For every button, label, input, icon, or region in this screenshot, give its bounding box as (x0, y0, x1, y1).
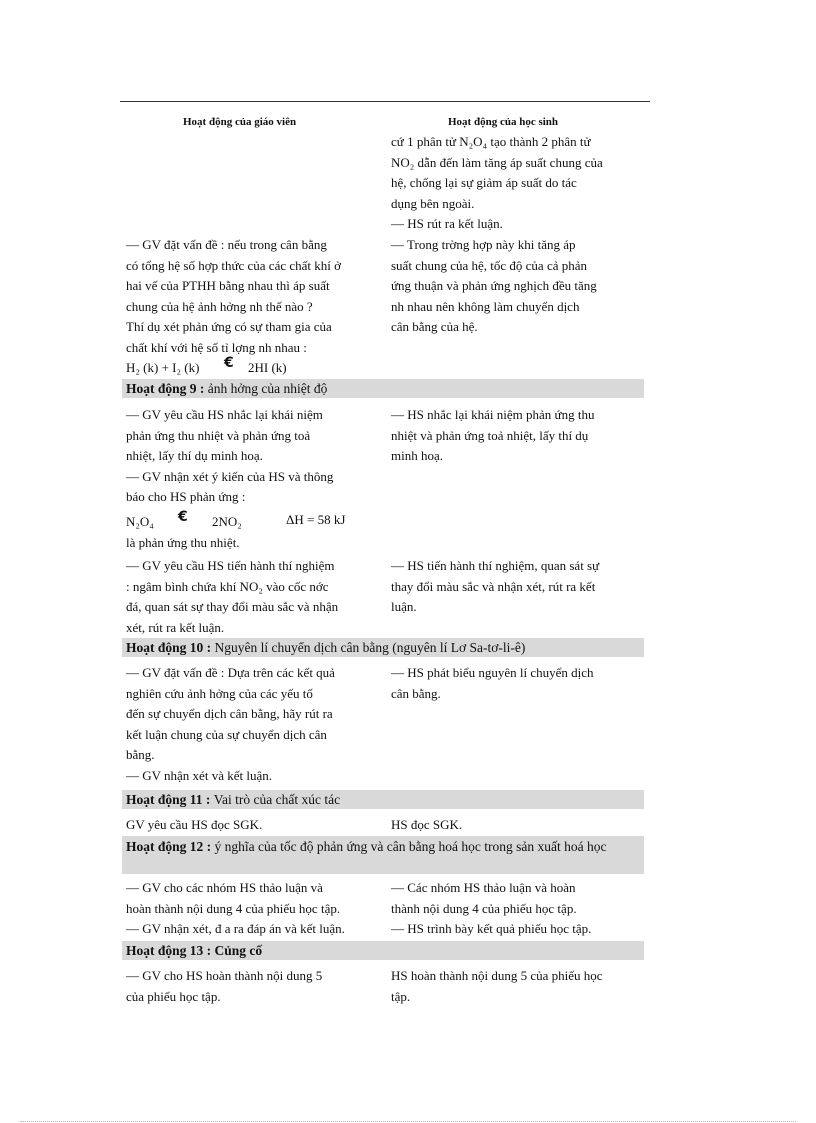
act12-student (391, 878, 651, 940)
act9-teacher-note (126, 533, 386, 554)
act10-student (391, 663, 651, 704)
activity-title: Nguyên lí chuyển dịch cân bằng (nguyên lí Lơ Sa-tơ-li-ê) (214, 640, 526, 655)
text-line: kết luận chung của sự chuyển dịch cân (126, 726, 327, 742)
text-line: luận. (391, 599, 417, 615)
text-line: xét, rút ra kết luận. (126, 619, 225, 635)
act13-student (391, 966, 651, 1007)
text-line: — HS phát biểu nguyên lí chuyển dịch (391, 665, 594, 680)
activity-title: ý nghĩa của tốc độ phản ứng và cân bằng hoá học trong sản xuất hoá học (214, 839, 607, 854)
text-line: chung của hệ ảnh hởng nh thế nào ? (126, 298, 313, 314)
text-line: — GV nhận xét và kết luận. (126, 767, 272, 783)
text-line: Thí dụ xét phản ứng có sự tham gia của (126, 319, 332, 335)
equation-n2o4: N₂O₄ (126, 514, 154, 529)
activity-12-header (122, 836, 644, 874)
text-line: — GV yêu cầu HS tiến hành thí nghiệm (126, 558, 335, 573)
equation-hi-right: 2HI (k) (248, 360, 287, 375)
text-line: — GV đặt vấn đề : Dựa trên các kết quả (126, 665, 335, 680)
text-line: — HS tiến hành thí nghiệm, quan sát sự (391, 558, 600, 573)
equation-h2-i2-left: H₂ (k) + I₂ (k) (126, 360, 200, 375)
text-line: dụng bên ngoài. (391, 195, 475, 211)
act10-teacher (126, 663, 386, 787)
text-line: — GV nhận xét ý kiến của HS và thông (126, 468, 334, 484)
block1-student-top (391, 132, 651, 235)
equilibrium-arrow-icon: € (224, 355, 234, 371)
act9-student-a (391, 405, 651, 467)
text-line: là phản ứng thu nhiệt. (126, 535, 240, 550)
text-line: ứng thuận và phản ứng nghịch đều tăng (391, 278, 597, 294)
act9-teacher-b (126, 556, 386, 638)
act9-student-b (391, 556, 651, 618)
activity-label: Hoạt động 9 : (126, 381, 205, 396)
text-line: cứ 1 phân tử N₂O₄ tạo thành 2 phân tử (391, 134, 591, 149)
text-line: nghiên cứu ảnh hởng của các yếu tố (126, 685, 313, 701)
text-line: minh hoạ. (391, 448, 443, 464)
text-line: nh nhau nên không làm chuyển dịch (391, 298, 580, 314)
text-line: đá, quan sát sự thay đổi màu sắc và nhận (126, 599, 339, 615)
text-line: thay đổi màu sắc và nhận xét, rút ra kết (391, 578, 596, 594)
block1-teacher (126, 235, 386, 359)
student-column-header: Hoạt động của học sinh (448, 116, 559, 128)
equation-delta-h: ΔH = 58 kJ (286, 512, 346, 527)
activity-9-header (122, 379, 644, 398)
text-line: : ngâm bình chứa khí NO₂ vào cốc nớc (126, 578, 329, 594)
text-line: HS đọc SGK. (391, 817, 463, 832)
text-line: báo cho HS phản ứng : (126, 489, 246, 505)
teacher-column-header: Hoạt động của giáo viên (183, 116, 297, 128)
text-line: hệ, chống lại sự giảm áp suất do tác (391, 175, 577, 191)
text-line: HS hoàn thành nội dung 5 của phiếu học (391, 968, 603, 983)
text-line: cân bằng của hệ. (391, 319, 478, 335)
activity-13-header (122, 941, 644, 960)
act12-teacher (126, 878, 386, 940)
text-line: bằng. (126, 747, 155, 763)
text-line: — GV cho HS hoàn thành nội dung 5 (126, 968, 323, 983)
activity-10-header (122, 638, 644, 657)
text-line: — HS nhắc lại khái niệm phản ứng thu (391, 407, 595, 422)
text-line: GV yêu cầu HS đọc SGK. (126, 817, 263, 832)
text-line: đến sự chuyển dịch cân bằng, hãy rút ra (126, 706, 333, 722)
text-line: — Trong trờng hợp này khi tăng áp (391, 237, 576, 252)
act11-teacher (126, 815, 386, 836)
activity-title: ảnh hởng của nhiệt độ (207, 381, 328, 396)
activity-label: Hoạt động 11 : (126, 792, 211, 807)
text-line: NO₂ dẫn đến làm tăng áp suất chung của (391, 154, 603, 170)
text-line: nhiệt và phản ứng toả nhiệt, lấy thí dụ (391, 427, 589, 443)
text-line: của phiếu học tập. (126, 988, 221, 1004)
activity-label: Hoạt động 10 : (126, 640, 212, 655)
text-line: hai vế của PTHH bằng nhau thì áp suất (126, 278, 330, 294)
text-line: chất khí với hệ số tỉ lợng nh nhau : (126, 339, 307, 355)
activity-label: Hoạt động 13 : Củng cố (126, 943, 263, 958)
act11-student (391, 815, 651, 836)
text-line: nhiệt, lấy thí dụ minh hoạ. (126, 448, 263, 464)
equation-2no2: 2NO₂ (212, 514, 242, 529)
text-line: thành nội dung 4 của phiếu học tập. (391, 900, 577, 916)
page-bottom-border (20, 1121, 796, 1122)
text-line: hoàn thành nội dung 4 của phiếu học tập. (126, 900, 341, 916)
activity-label: Hoạt động 12 : (126, 839, 212, 854)
text-line: — Các nhóm HS thảo luận và hoàn (391, 880, 576, 895)
text-line: — GV cho các nhóm HS thảo luận và (126, 880, 323, 895)
act9-teacher-a (126, 405, 386, 508)
text-line: có tổng hệ số hợp thức của các chất khí ở (126, 257, 342, 273)
text-line: — GV đặt vấn đề : nếu trong cân bằng (126, 237, 327, 252)
text-line: — GV yêu cầu HS nhắc lại khái niệm (126, 407, 323, 422)
text-line: cân bằng. (391, 685, 441, 701)
text-line: suất chung của hệ, tốc độ của cả phản (391, 257, 588, 273)
text-line: phản ứng thu nhiệt và phản ứng toả (126, 427, 311, 443)
text-line: — HS rút ra kết luận. (391, 216, 503, 232)
activity-11-header (122, 790, 644, 809)
top-rule (120, 101, 650, 102)
equilibrium-arrow-icon: € (178, 509, 188, 525)
text-line: — GV nhận xét, đ a ra đáp án và kết luận. (126, 921, 345, 937)
text-line: — HS trình bày kết quả phiếu học tập. (391, 921, 592, 937)
activity-title: Vai trò của chất xúc tác (213, 792, 341, 807)
text-line: tập. (391, 988, 411, 1004)
block1-student (391, 235, 651, 338)
act13-teacher (126, 966, 386, 1007)
